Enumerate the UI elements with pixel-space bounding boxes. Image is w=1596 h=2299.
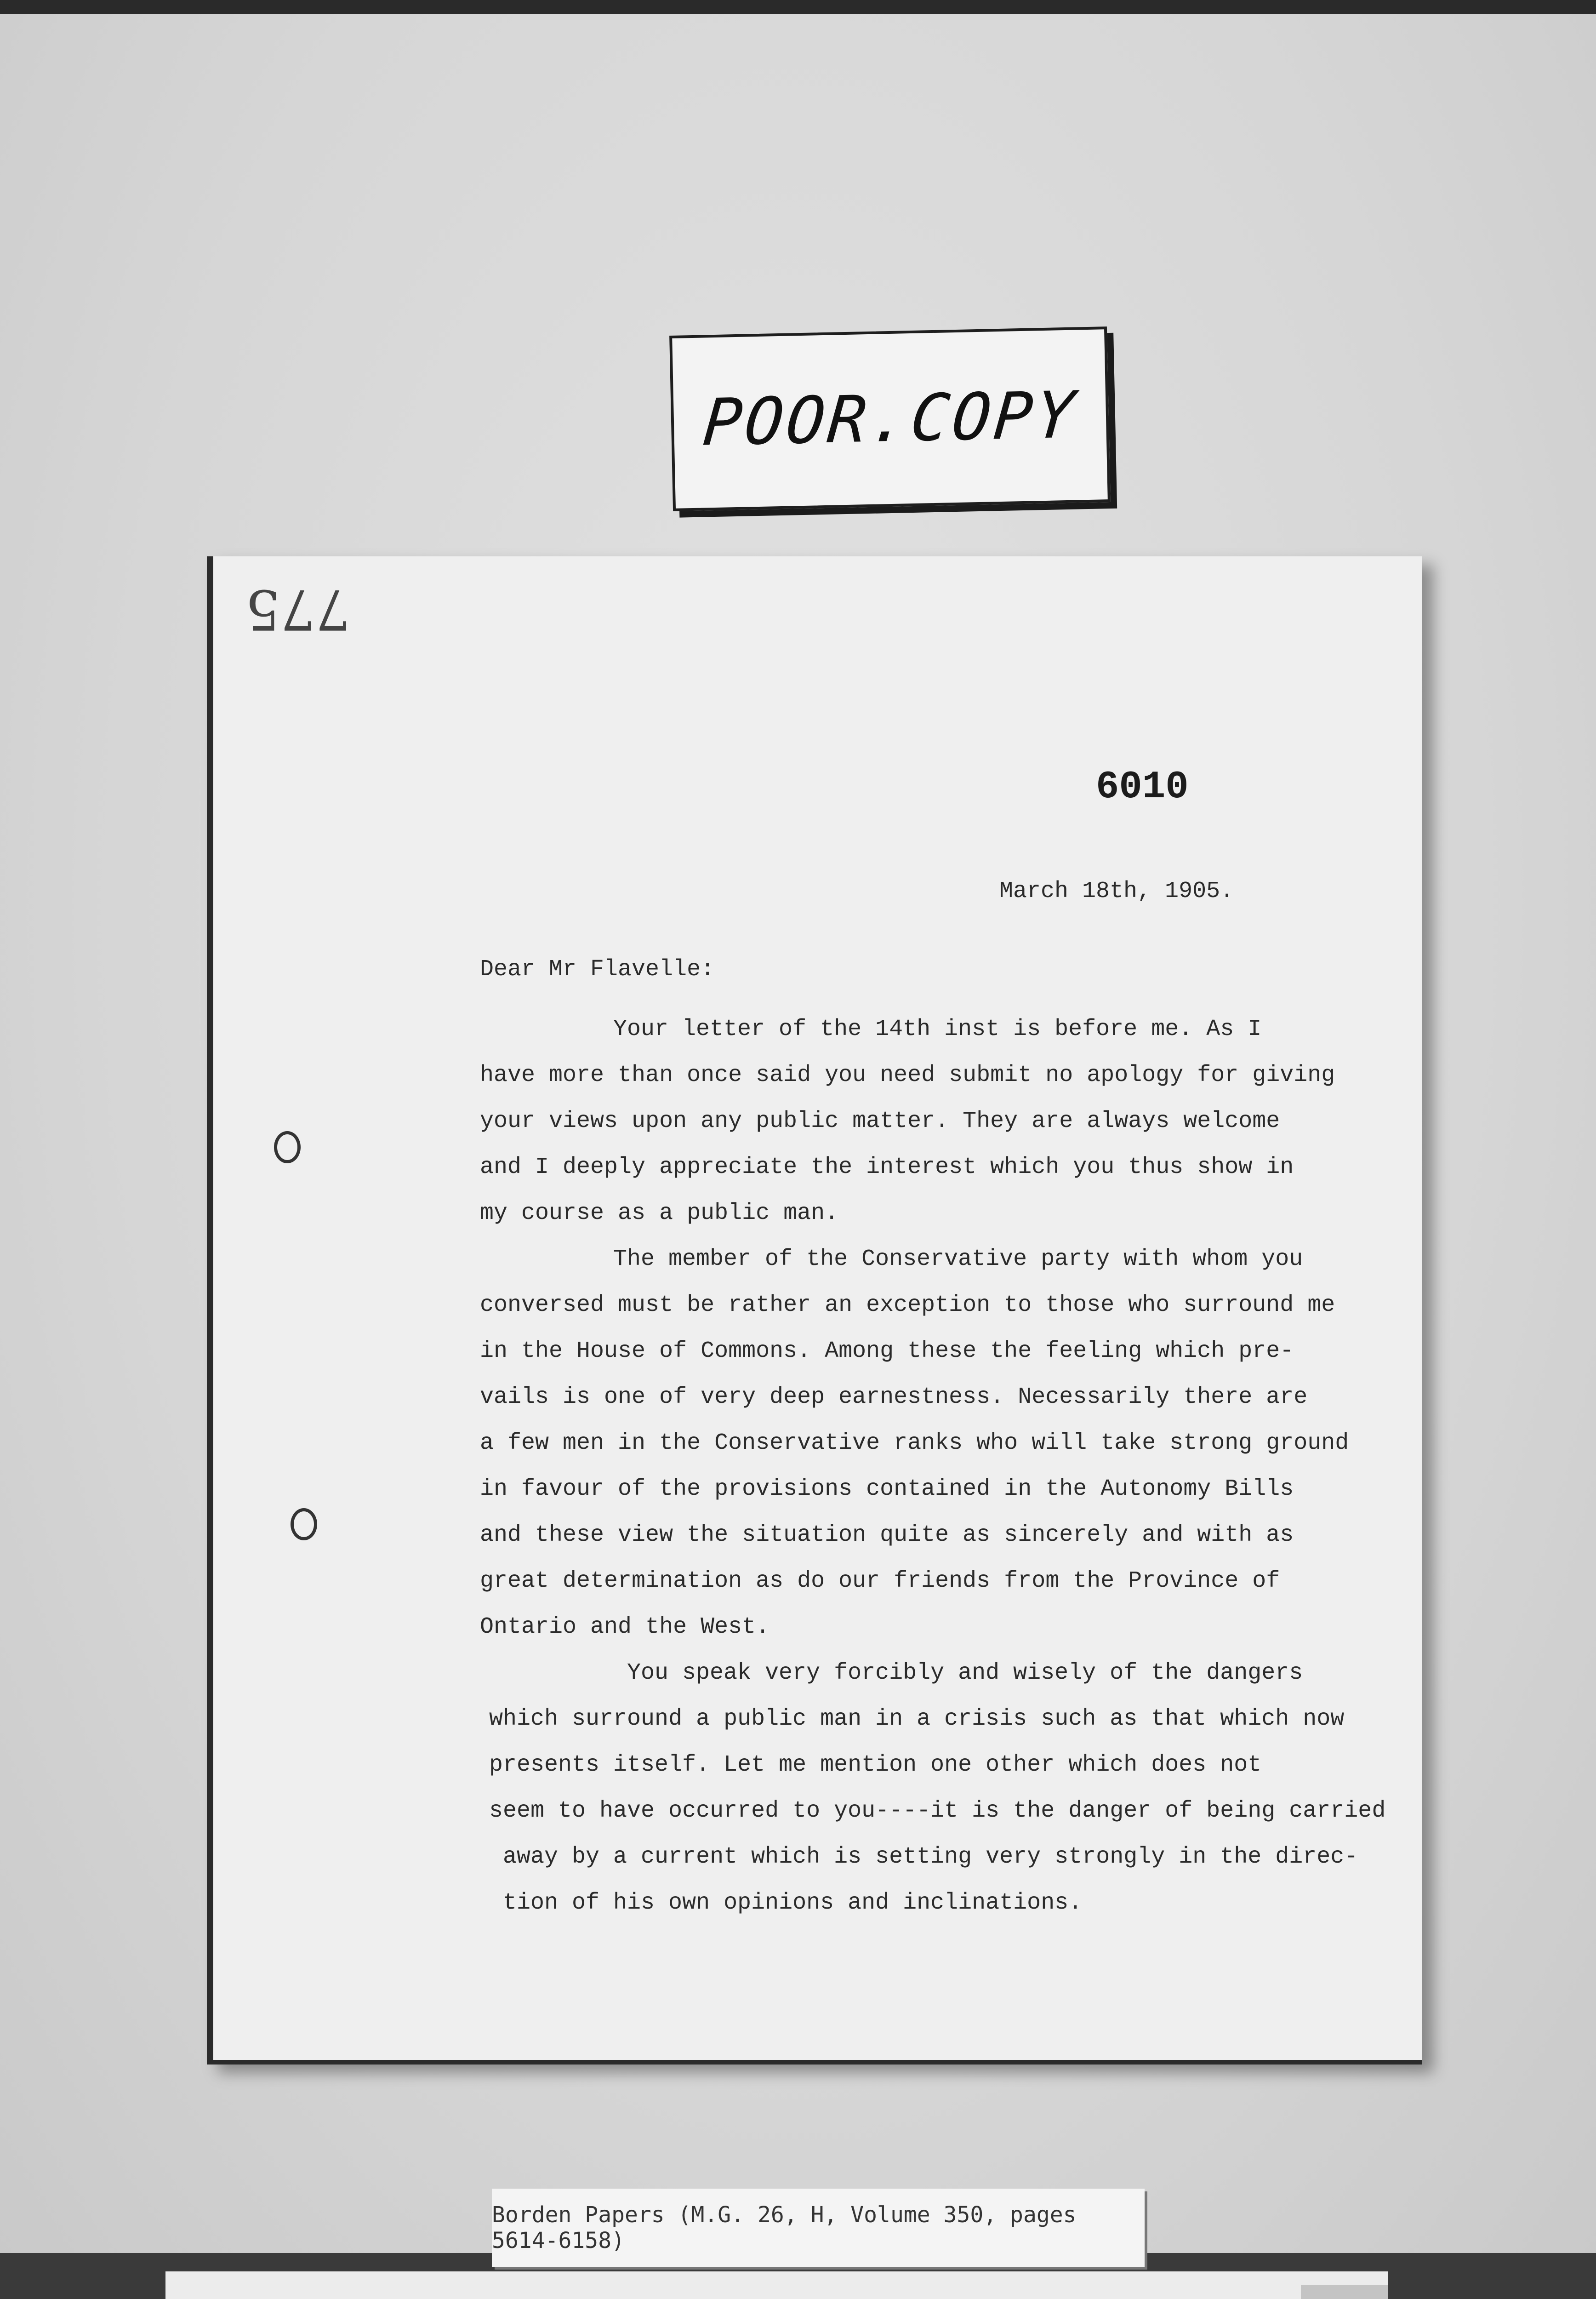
- letter-line: great determination as do our friends from the Province of: [480, 1568, 1280, 1594]
- letter-line: and these view the situation quite as sincerely and with as: [480, 1522, 1294, 1548]
- letter-line: in the House of Commons. Among these the feeling which pre-: [480, 1338, 1294, 1364]
- letter-salutation: Dear Mr Flavelle:: [480, 956, 715, 983]
- letter-line: in favour of the provisions contained in the Autonomy Bills: [480, 1476, 1294, 1502]
- letter-line: my course as a public man.: [480, 1200, 839, 1226]
- film-tab: [1301, 2285, 1388, 2299]
- film-edge: [0, 0, 1596, 14]
- poor-copy-label: [669, 326, 1111, 511]
- letter-line: a few men in the Conservative ranks who will take strong ground: [480, 1430, 1349, 1456]
- letter-line: which surround a public man in a crisis such as that which now: [489, 1706, 1345, 1732]
- letter-line: You speak very forcibly and wisely of the dangers: [627, 1660, 1303, 1686]
- letter-page: [207, 556, 1422, 2065]
- archives-card: [165, 2271, 1388, 2299]
- letter-line: seem to have occurred to you----it is the danger of being carried: [489, 1798, 1386, 1824]
- letter-line: away by a current which is setting very strongly in the direc-: [503, 1844, 1358, 1870]
- reference-label: [492, 2189, 1145, 2267]
- punch-hole: [274, 1131, 301, 1163]
- letter-line: your views upon any public matter. They are always welcome: [480, 1108, 1280, 1134]
- letter-line: vails is one of very deep earnestness. Necessarily there are: [480, 1384, 1308, 1410]
- letter-line: tion of his own opinions and inclinations.: [503, 1890, 1083, 1916]
- letter-line: have more than once said you need submit no apology for giving: [480, 1062, 1335, 1088]
- poor-copy-text: POOR.COPY: [700, 377, 1080, 461]
- letter-line: Your letter of the 14th inst is before me. As I: [613, 1016, 1262, 1042]
- letter-line: Ontario and the West.: [480, 1614, 770, 1640]
- punch-hole: [291, 1508, 317, 1540]
- letter-line: and I deeply appreciate the interest which you thus show in: [480, 1154, 1294, 1180]
- letter-line: conversed must be rather an exception to those who surround me: [480, 1292, 1335, 1318]
- letter-date: March 18th, 1905.: [999, 878, 1234, 904]
- document-number: 6010: [1096, 766, 1189, 809]
- corner-page-number: 775: [245, 577, 351, 641]
- letter-line: presents itself. Let me mention one other which does not: [489, 1752, 1262, 1778]
- reference-text: Borden Papers (M.G. 26, H, Volume 350, pages 5614-6158): [492, 2202, 1077, 2253]
- letter-line: The member of the Conservative party with whom you: [613, 1246, 1303, 1272]
